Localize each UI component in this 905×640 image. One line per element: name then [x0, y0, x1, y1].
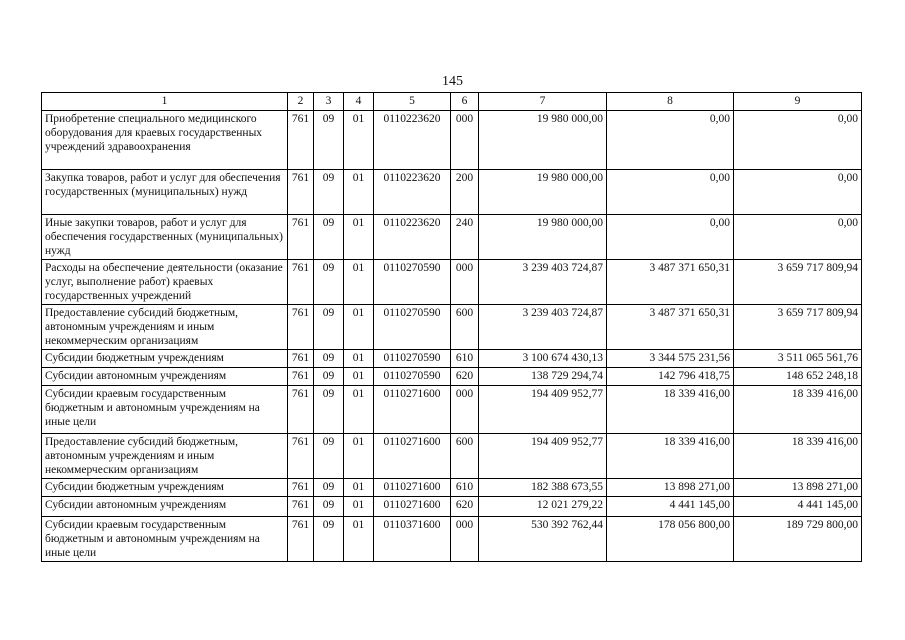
table-row	[42, 111, 862, 170]
expense-type-code: 610	[451, 350, 479, 368]
ministry-code: 761	[288, 111, 314, 170]
amount-col8: 0,00	[607, 170, 734, 215]
column-header: 2	[288, 93, 314, 111]
column-header: 1	[42, 93, 288, 111]
amount-col7: 19 980 000,00	[479, 170, 607, 215]
column-header: 5	[374, 93, 451, 111]
amount-col9: 0,00	[734, 215, 862, 260]
column-header: 7	[479, 93, 607, 111]
ministry-code: 761	[288, 368, 314, 386]
row-name: Субсидии бюджетным учреждениям	[42, 350, 288, 368]
section-code: 09	[314, 170, 344, 215]
amount-col8: 18 339 416,00	[607, 434, 734, 479]
amount-col8: 3 487 371 650,31	[607, 260, 734, 305]
ministry-code: 761	[288, 479, 314, 497]
amount-col7: 3 100 674 430,13	[479, 350, 607, 368]
amount-col8: 13 898 271,00	[607, 479, 734, 497]
expense-type-code: 240	[451, 215, 479, 260]
target-article-code: 0110271600	[374, 497, 451, 517]
table-row	[42, 386, 862, 434]
amount-col9: 148 652 248,18	[734, 368, 862, 386]
row-name: Субсидии бюджетным учреждениям	[42, 479, 288, 497]
row-name: Субсидии краевым государственным бюджетным и автономным учреждениям на иные цели	[42, 517, 288, 562]
table-row	[42, 350, 862, 368]
ministry-code: 761	[288, 497, 314, 517]
row-name: Предоставление субсидий бюджетным, автономным учреждениям и иным некоммерческим организациям	[42, 305, 288, 350]
amount-col9: 18 339 416,00	[734, 386, 862, 434]
amount-col7: 530 392 762,44	[479, 517, 607, 562]
subsection-code: 01	[344, 497, 374, 517]
amount-col8: 178 056 800,00	[607, 517, 734, 562]
amount-col9: 3 511 065 561,76	[734, 350, 862, 368]
amount-col8: 18 339 416,00	[607, 386, 734, 434]
target-article-code: 0110270590	[374, 260, 451, 305]
amount-col8: 0,00	[607, 215, 734, 260]
section-code: 09	[314, 386, 344, 434]
column-header: 4	[344, 93, 374, 111]
amount-col9: 18 339 416,00	[734, 434, 862, 479]
amount-col7: 3 239 403 724,87	[479, 305, 607, 350]
section-code: 09	[314, 215, 344, 260]
section-code: 09	[314, 434, 344, 479]
ministry-code: 761	[288, 434, 314, 479]
target-article-code: 0110270590	[374, 368, 451, 386]
expense-type-code: 000	[451, 111, 479, 170]
subsection-code: 01	[344, 215, 374, 260]
section-code: 09	[314, 305, 344, 350]
subsection-code: 01	[344, 111, 374, 170]
amount-col7: 138 729 294,74	[479, 368, 607, 386]
table-row	[42, 497, 862, 517]
target-article-code: 0110271600	[374, 479, 451, 497]
amount-col7: 3 239 403 724,87	[479, 260, 607, 305]
table-row	[42, 260, 862, 305]
expense-type-code: 000	[451, 260, 479, 305]
row-name: Субсидии краевым государственным бюджетным и автономным учреждениям на иные цели	[42, 386, 288, 434]
amount-col9: 13 898 271,00	[734, 479, 862, 497]
page-number: 145	[442, 74, 463, 89]
target-article-code: 0110371600	[374, 517, 451, 562]
amount-col9: 3 659 717 809,94	[734, 305, 862, 350]
target-article-code: 0110270590	[374, 305, 451, 350]
row-name: Субсидии автономным учреждениям	[42, 368, 288, 386]
amount-col9: 0,00	[734, 170, 862, 215]
target-article-code: 0110271600	[374, 386, 451, 434]
expense-type-code: 600	[451, 434, 479, 479]
subsection-code: 01	[344, 170, 374, 215]
row-name: Субсидии автономным учреждениям	[42, 497, 288, 517]
row-name: Расходы на обеспечение деятельности (оказание услуг, выполнение работ) краевых государственных учреждений	[42, 260, 288, 305]
table-row	[42, 434, 862, 479]
column-header: 9	[734, 93, 862, 111]
amount-col8: 142 796 418,75	[607, 368, 734, 386]
amount-col8: 3 487 371 650,31	[607, 305, 734, 350]
subsection-code: 01	[344, 368, 374, 386]
section-code: 09	[314, 368, 344, 386]
column-number-row	[42, 93, 862, 111]
row-name: Приобретение специального медицинского оборудования для краевых государственных учреждений здравоохранения	[42, 111, 288, 170]
table-row	[42, 368, 862, 386]
ministry-code: 761	[288, 386, 314, 434]
table-row	[42, 305, 862, 350]
amount-col8: 3 344 575 231,56	[607, 350, 734, 368]
amount-col8: 4 441 145,00	[607, 497, 734, 517]
expense-type-code: 200	[451, 170, 479, 215]
expense-type-code: 620	[451, 368, 479, 386]
section-code: 09	[314, 260, 344, 305]
section-code: 09	[314, 479, 344, 497]
expense-type-code: 600	[451, 305, 479, 350]
amount-col7: 194 409 952,77	[479, 434, 607, 479]
amount-col7: 19 980 000,00	[479, 111, 607, 170]
section-code: 09	[314, 350, 344, 368]
expense-type-code: 000	[451, 386, 479, 434]
subsection-code: 01	[344, 260, 374, 305]
table-row	[42, 215, 862, 260]
amount-col9: 189 729 800,00	[734, 517, 862, 562]
target-article-code: 0110223620	[374, 215, 451, 260]
expense-type-code: 000	[451, 517, 479, 562]
amount-col7: 182 388 673,55	[479, 479, 607, 497]
row-name: Закупка товаров, работ и услуг для обеспечения государственных (муниципальных) нужд	[42, 170, 288, 215]
subsection-code: 01	[344, 479, 374, 497]
amount-col7: 19 980 000,00	[479, 215, 607, 260]
ministry-code: 761	[288, 517, 314, 562]
table-row	[42, 517, 862, 562]
table-row	[42, 479, 862, 497]
expense-type-code: 610	[451, 479, 479, 497]
subsection-code: 01	[344, 386, 374, 434]
amount-col7: 12 021 279,22	[479, 497, 607, 517]
target-article-code: 0110223620	[374, 170, 451, 215]
table-row	[42, 170, 862, 215]
section-code: 09	[314, 517, 344, 562]
target-article-code: 0110270590	[374, 350, 451, 368]
expense-type-code: 620	[451, 497, 479, 517]
budget-table	[41, 92, 862, 562]
subsection-code: 01	[344, 350, 374, 368]
section-code: 09	[314, 497, 344, 517]
subsection-code: 01	[344, 434, 374, 479]
ministry-code: 761	[288, 350, 314, 368]
target-article-code: 0110223620	[374, 111, 451, 170]
target-article-code: 0110271600	[374, 434, 451, 479]
amount-col9: 0,00	[734, 111, 862, 170]
amount-col8: 0,00	[607, 111, 734, 170]
column-header: 6	[451, 93, 479, 111]
ministry-code: 761	[288, 170, 314, 215]
amount-col7: 194 409 952,77	[479, 386, 607, 434]
amount-col9: 4 441 145,00	[734, 497, 862, 517]
row-name: Предоставление субсидий бюджетным, автономным учреждениям и иным некоммерческим организациям	[42, 434, 288, 479]
row-name: Иные закупки товаров, работ и услуг для обеспечения государственных (муниципальных) нужд	[42, 215, 288, 260]
subsection-code: 01	[344, 305, 374, 350]
column-header: 3	[314, 93, 344, 111]
column-header: 8	[607, 93, 734, 111]
ministry-code: 761	[288, 215, 314, 260]
ministry-code: 761	[288, 260, 314, 305]
amount-col9: 3 659 717 809,94	[734, 260, 862, 305]
ministry-code: 761	[288, 305, 314, 350]
section-code: 09	[314, 111, 344, 170]
subsection-code: 01	[344, 517, 374, 562]
